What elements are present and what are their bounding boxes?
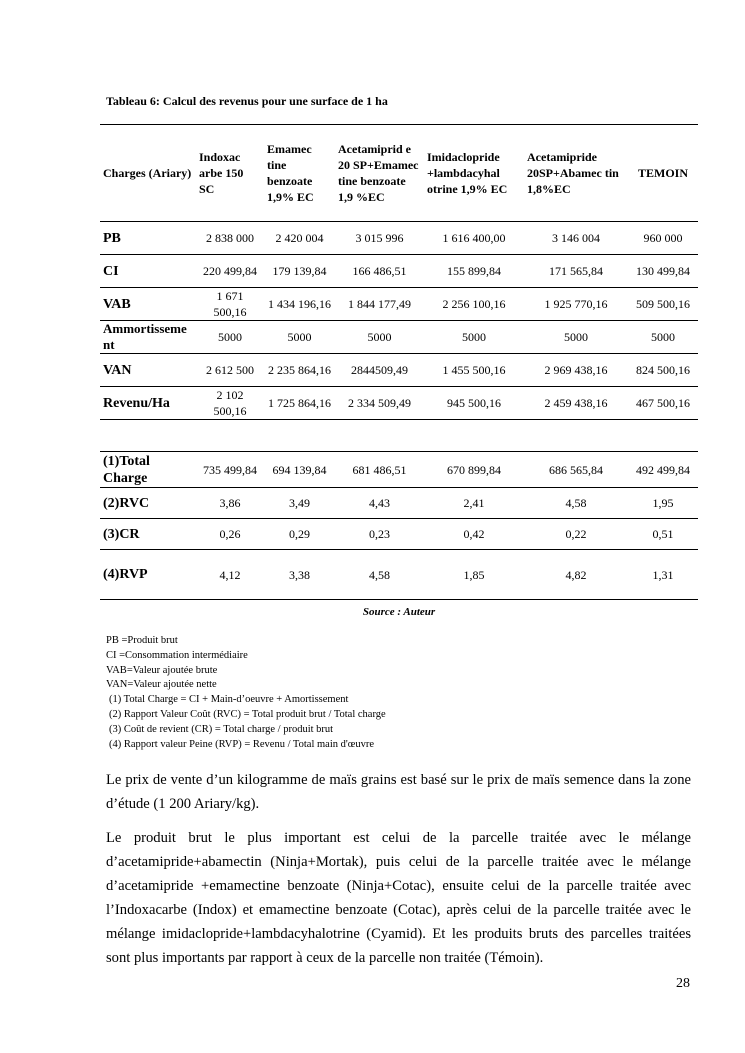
header-cell: Acetamipride 20SP+Abamec tin 1,8%EC	[524, 125, 628, 222]
revenue-table	[100, 124, 698, 600]
table-cell: 960 000	[628, 222, 698, 255]
table-cell: 130 499,84	[628, 255, 698, 288]
table-row	[100, 354, 698, 387]
row-label: (3)CR	[100, 519, 196, 550]
table-cell: 2 459 438,16	[524, 387, 628, 420]
table-cell: 0,23	[335, 519, 424, 550]
table-cell: 4,12	[196, 550, 264, 600]
table-cell: 5000	[196, 321, 264, 354]
table-row	[100, 452, 698, 488]
table-spacer-row	[100, 420, 698, 452]
table-cell: 1 925 770,16	[524, 288, 628, 321]
note-line: (3) Coût de revient (CR) = Total charge / produit brut	[109, 723, 334, 735]
table-cell: 2 838 000	[196, 222, 264, 255]
row-label: VAN	[100, 354, 196, 387]
table-cell: 670 899,84	[424, 452, 524, 488]
table-title: Tableau 6: Calcul des revenus pour une surface de 1 ha	[106, 94, 388, 108]
table-cell: 2,41	[424, 488, 524, 519]
table-source: Source : Auteur	[362, 606, 436, 618]
table-cell: 2 235 864,16	[264, 354, 335, 387]
table-cell: 1 434 196,16	[264, 288, 335, 321]
table-cell: 179 139,84	[264, 255, 335, 288]
row-label: CI	[100, 255, 196, 288]
row-label: (4)RVP	[100, 550, 196, 600]
header-cell: Indoxac arbe 150 SC	[196, 125, 264, 222]
table-cell: 1 671 500,16	[196, 288, 264, 321]
table-cell: 3,86	[196, 488, 264, 519]
note-line: VAB=Valeur ajoutée brute	[106, 664, 218, 676]
table-cell: 1,31	[628, 550, 698, 600]
table-row	[100, 255, 698, 288]
table-cell: 1 725 864,16	[264, 387, 335, 420]
table-row	[100, 488, 698, 519]
table-cell: 166 486,51	[335, 255, 424, 288]
table-row	[100, 519, 698, 550]
table-header-row	[100, 125, 698, 222]
header-cell: Acetamiprid e 20 SP+Emamec tine benzoate 1,9 %EC	[335, 125, 424, 222]
table-cell: 1 844 177,49	[335, 288, 424, 321]
table-cell: 5000	[264, 321, 335, 354]
table-cell: 694 139,84	[264, 452, 335, 488]
table-cell: 0,42	[424, 519, 524, 550]
note-line: (1) Total Charge = CI + Main-d’oeuvre + Amortissement	[109, 694, 349, 706]
table-cell: 0,22	[524, 519, 628, 550]
table-cell: 824 500,16	[628, 354, 698, 387]
table-cell: 681 486,51	[335, 452, 424, 488]
paragraph: Le produit brut le plus important est celui de la parcelle traitée avec le mélange d’acetamipride+abamectin (Ninja+Mortak), puis celui de la parcelle traitée avec le mélange d’acetamipride +emamectine benzoate (Ninja+Cotac), ensuite celui de la parcelle traitée avec l’Indoxacarbe (Indox) et emamectine benzoate (Cotac), après celui de la parcelle traitée avec le mélange imidaclopride+lambdacyhalotrine (Cyamid). Et les produits bruts des parcelles traitées sont plus importants par rapport à ceux de la parcelle non traitée (Témoin).	[106, 830, 691, 966]
table-cell: 2 334 509,49	[335, 387, 424, 420]
table-cell: 3 015 996	[335, 222, 424, 255]
page-number: 28	[676, 976, 690, 991]
table-cell: 3,38	[264, 550, 335, 600]
header-cell: Imidaclopride +lambdacyhal otrine 1,9% EC	[424, 125, 524, 222]
note-line: (2) Rapport Valeur Coût (RVC) = Total produit brut / Total charge	[109, 708, 386, 720]
note-line: CI =Consommation intermédiaire	[106, 649, 248, 661]
table-cell: 171 565,84	[524, 255, 628, 288]
note-line: (4) Rapport valeur Peine (RVP) = Revenu / Total main d'œuvre	[109, 738, 374, 750]
table-cell: 4,58	[524, 488, 628, 519]
row-label: (2)RVC	[100, 488, 196, 519]
table-cell: 467 500,16	[628, 387, 698, 420]
row-label: Ammortissement	[100, 321, 196, 354]
table-cell: 2 969 438,16	[524, 354, 628, 387]
table-cell: 5000	[628, 321, 698, 354]
table-cell: 2 420 004	[264, 222, 335, 255]
table-cell: 1,85	[424, 550, 524, 600]
row-label: VAB	[100, 288, 196, 321]
table-row	[100, 387, 698, 420]
table-row	[100, 550, 698, 600]
table-cell: 5000	[424, 321, 524, 354]
table-cell: 1 455 500,16	[424, 354, 524, 387]
table-cell: 3 146 004	[524, 222, 628, 255]
table-row	[100, 288, 698, 321]
header-cell: Charges (Ariary)	[100, 125, 196, 222]
table-cell: 5000	[335, 321, 424, 354]
table-cell: 0,26	[196, 519, 264, 550]
header-cell: Emamec tine benzoate 1,9% EC	[264, 125, 335, 222]
row-label: PB	[100, 222, 196, 255]
table-cell: 0,29	[264, 519, 335, 550]
header-cell: TEMOIN	[628, 125, 698, 222]
table-cell: 0,51	[628, 519, 698, 550]
table-cell: 2 612 500	[196, 354, 264, 387]
paragraph: Le prix de vente d’un kilogramme de maïs grains est basé sur le prix de maïs semence dans la zone d’étude (1 200 Ariary/kg).	[106, 772, 691, 812]
abbreviation-notes	[106, 634, 696, 752]
table-cell: 5000	[524, 321, 628, 354]
table-cell: 492 499,84	[628, 452, 698, 488]
table-row	[100, 222, 698, 255]
table-row	[100, 321, 698, 354]
table-cell: 1 616 400,00	[424, 222, 524, 255]
note-line: PB =Produit brut	[106, 635, 178, 646]
row-label: (1)Total Charge	[100, 452, 196, 488]
table-cell: 2 102 500,16	[196, 387, 264, 420]
note-line: VAN=Valeur ajoutée nette	[106, 679, 217, 691]
table-cell: 4,43	[335, 488, 424, 519]
table-cell: 1,95	[628, 488, 698, 519]
table-cell: 2844509,49	[335, 354, 424, 387]
table-cell: 509 500,16	[628, 288, 698, 321]
table-cell: 945 500,16	[424, 387, 524, 420]
table-cell: 155 899,84	[424, 255, 524, 288]
table-cell: 4,82	[524, 550, 628, 600]
table-cell: 735 499,84	[196, 452, 264, 488]
table-cell: 2 256 100,16	[424, 288, 524, 321]
table-cell: 4,58	[335, 550, 424, 600]
table-cell: 686 565,84	[524, 452, 628, 488]
table-cell: 220 499,84	[196, 255, 264, 288]
row-label: Revenu/Ha	[100, 387, 196, 420]
table-cell: 3,49	[264, 488, 335, 519]
